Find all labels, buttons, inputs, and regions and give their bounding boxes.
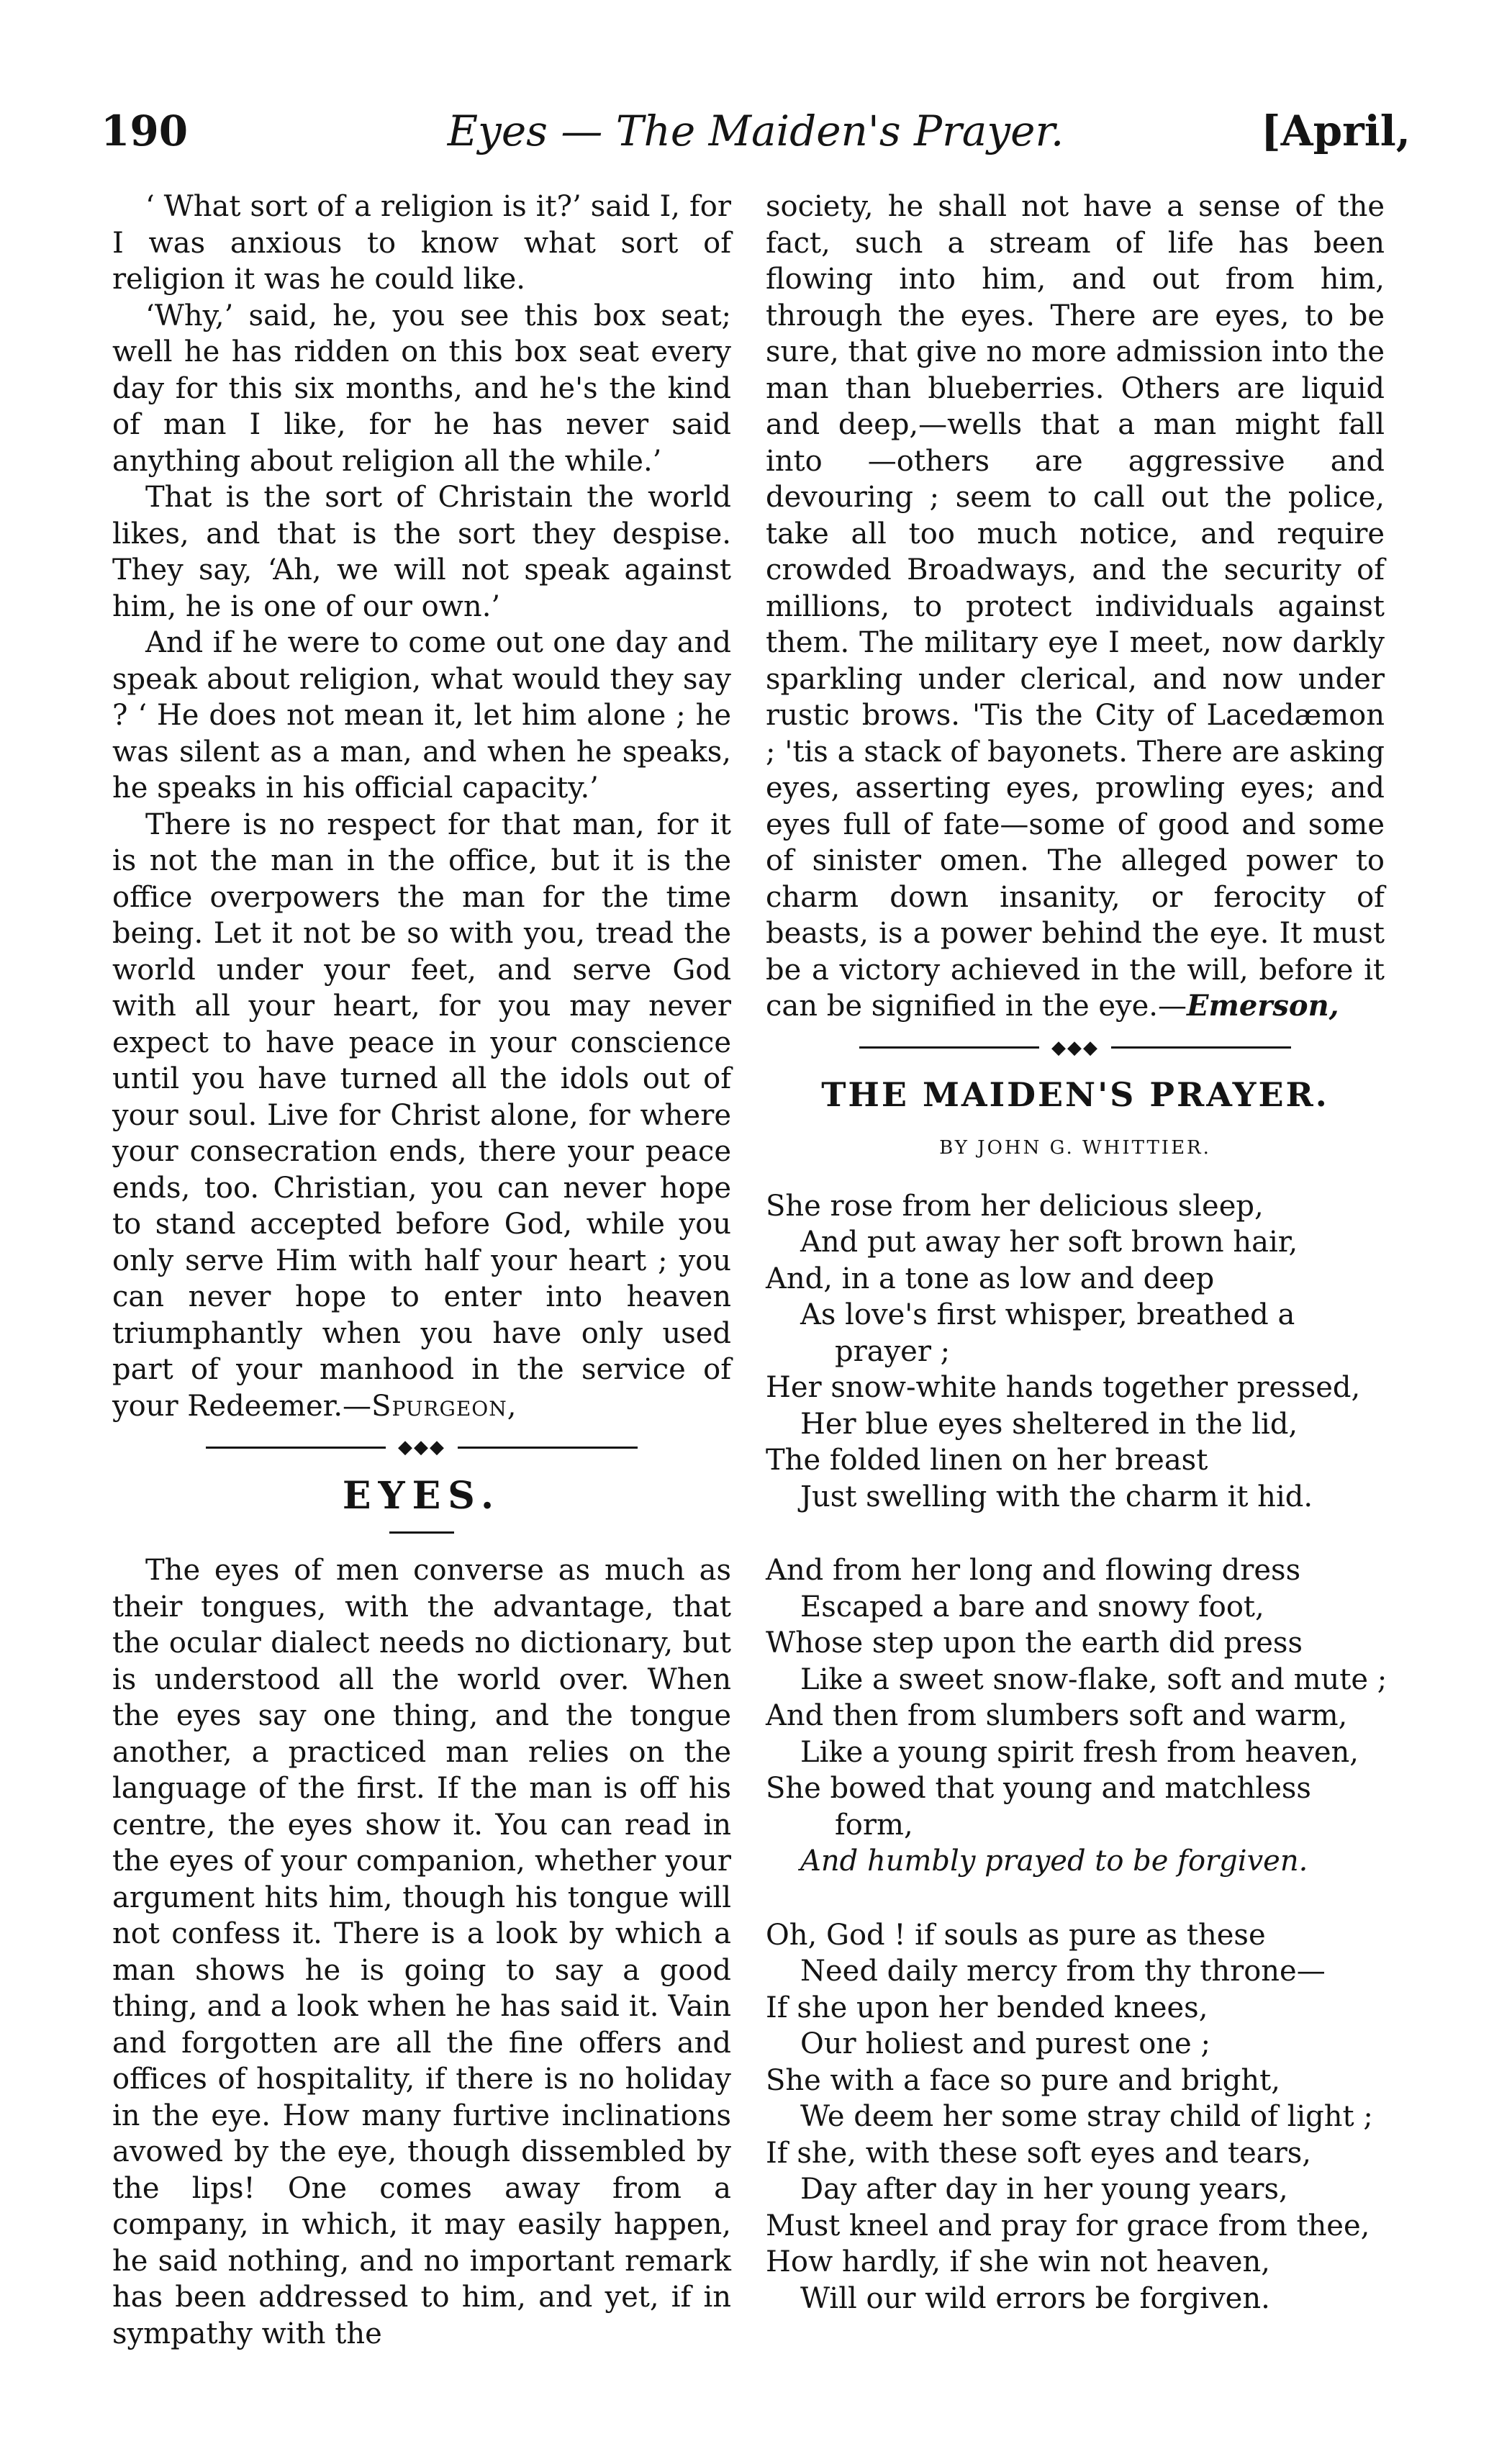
- verse-line: prayer ;: [835, 1334, 951, 1368]
- attribution-spurgeon: Spurgeon,: [371, 1389, 517, 1423]
- poem-stanza: [766, 1917, 1385, 2317]
- verse-line: How hardly, if she win not heaven,: [766, 2245, 1270, 2278]
- paragraph: That is the sort of Christain the world likes, and that is the sort they despise. They say, ‘Ah, we will not speak against him, he is one of our own.’: [112, 481, 731, 623]
- verse-line: Her snow-white hands together pressed,: [766, 1371, 1361, 1404]
- verse-line: Like a sweet snow-flake, soft and mute ;: [800, 1662, 1387, 1696]
- verse-line: Her blue eyes sheltered in the lid,: [800, 1407, 1298, 1441]
- rule: [206, 1447, 386, 1449]
- section-divider: [112, 1436, 731, 1458]
- verse-line: As love's first whisper, breathed a: [800, 1298, 1295, 1331]
- paragraph: The eyes of men converse as much as their tongues, with the advantage, that the ocular dialect needs no dictionary, but is understood all the world over. When the eyes say one thing, and the tongue another, a practiced man relies on the language of the first. If the man is off his centre, the eyes show it. You can read in the eyes of your companion, whether your argument hits him, though his tongue will not confess it. There is a look by which a man shows he is going to say a good thing, and a look when he has said it. Vain and forgotten are all the fine offers and offices of hospitality, if there is no holiday in the eye. How many furtive inclinations avowed by the eye, though dissembled by the lips! One comes away from a company, in which, it may easily happen, he said nothing, and no important remark has been addressed to him, and yet, if in sympathy with the: [112, 1554, 731, 2350]
- paragraph: And if he were to come out one day and speak about religion, what would they say ? ‘ He does not mean it, let him alone ; he was silent as a man, and when he speaks, he speaks in his official capacity.’: [112, 626, 731, 805]
- article-title-eyes: EYES.: [342, 1474, 502, 1518]
- paragraph: [112, 807, 731, 1425]
- verse-line: Just swelling with the charm it hid.: [800, 1480, 1313, 1513]
- left-column: [112, 189, 731, 2352]
- paragraph: ‘Why,’ said, he, you see this box seat; well he has ridden on this box seat every day for this six months, and he's the kind of man I like, for he has never said anything about religion all the while.’: [112, 299, 731, 478]
- verse-line: If she, with these soft eyes and tears,: [766, 2136, 1311, 2170]
- title-rule: [389, 1531, 454, 1534]
- verse-line: Must kneel and pray for grace from thee,: [766, 2209, 1370, 2242]
- poem-stanza: [766, 1188, 1385, 1516]
- verse-line: The folded linen on her breast: [766, 1444, 1208, 1477]
- rule: [458, 1447, 638, 1449]
- paragraph: ‘ What sort of a religion is it?’ said I, for I was anxious to know what sort of religion it was he could like.: [112, 190, 731, 296]
- rule: [1111, 1046, 1291, 1049]
- ornament-icon: ◆◆◆: [1051, 1036, 1099, 1059]
- poem-title: THE MAIDEN'S PRAYER.: [821, 1074, 1329, 1114]
- page-number: 190: [101, 107, 189, 155]
- verse-line: And humbly prayed to be forgiven.: [800, 1845, 1308, 1878]
- attribution-emerson: Emerson,: [1187, 989, 1339, 1023]
- verse-line: Oh, God ! if souls as pure as these: [766, 1918, 1266, 1952]
- verse-line: form,: [835, 1808, 913, 1842]
- poem-stanza: [766, 1552, 1385, 1880]
- issue-month: [April,: [1261, 107, 1411, 155]
- verse-line: If she upon her bended knees,: [766, 1991, 1208, 2024]
- verse-line: Whose step upon the earth did press: [766, 1626, 1303, 1660]
- verse-line: And then from slumbers soft and warm,: [766, 1699, 1348, 1732]
- paragraph-text: There is no respect for that man, for it is not the man in the office, but it is the office overpowers the man for the time being. Let it not be so with you, tread the world under your feet, and serve God with all your heart, for you may never expect to have peace in your conscience until you have turned all the idols out of your soul. Live for Christ alone, for where your consecration ends, there your peace ends, too. Christian, you can never hope to stand accepted before God, while you only serve Him with half your heart ; you can never hope to enter into heaven triumphantly when you have only used part of your manhood in the service of your Redeemer.—: [112, 807, 731, 1423]
- paragraph-text: society, he shall not have a sense of the fact, such a stream of life has been flowing into him, and out from him, through the eyes. There are eyes, to be sure, that give no more admission into the man than blueberries. Others are liquid and deep,—wells that a man might fall into —others are aggressive and devouring ; seem to call out the police, take all too much notice, and require crowded Broadways, and the security of millions, to protect individuals against them. The military eye I meet, now darkly sparkling under clerical, and now under rustic brows. 'Tis the City of Lacedæmon ; 'tis a stack of bayonets. There are asking eyes, asserting eyes, prowling eyes; and eyes full of fate—some of good and some of sinister omen. The alleged power to charm down insanity, or ferocity of beasts, is a power behind the eye. It must be a victory achieved in the will, before it can be signified in the eye.—: [766, 190, 1385, 1023]
- verse-line: Day after day in her young years,: [800, 2173, 1288, 2206]
- verse-line: And, in a tone as low and deep: [766, 1262, 1215, 1295]
- ornament-icon: ◆◆◆: [398, 1436, 445, 1458]
- verse-line: Need daily mercy from thy throne—: [800, 1955, 1326, 1988]
- section-divider: [766, 1036, 1385, 1059]
- verse-line: Escaped a bare and snowy foot,: [800, 1590, 1264, 1624]
- verse-line: We deem her some stray child of light ;: [800, 2100, 1373, 2133]
- verse-line: And from her long and flowing dress: [766, 1554, 1301, 1587]
- right-column: [766, 189, 1385, 2354]
- rule: [859, 1046, 1039, 1049]
- running-header: [101, 107, 1411, 164]
- verse-line: Will our wild errors be forgiven.: [800, 2281, 1270, 2315]
- verse-line: And put away her soft brown hair,: [800, 1226, 1298, 1259]
- running-title: Eyes — The Maiden's Prayer.: [447, 107, 1064, 155]
- verse-line: She with a face so pure and bright,: [766, 2063, 1280, 2097]
- verse-line: Our holiest and purest one ;: [800, 2027, 1210, 2060]
- paragraph: [766, 189, 1385, 1025]
- verse-line: She bowed that young and matchless: [766, 1772, 1311, 1805]
- poem-byline: BY JOHN G. WHITTIER.: [939, 1136, 1211, 1159]
- verse-line: She rose from her delicious sleep,: [766, 1189, 1264, 1223]
- verse-line: Like a young spirit fresh from heaven,: [800, 1735, 1359, 1769]
